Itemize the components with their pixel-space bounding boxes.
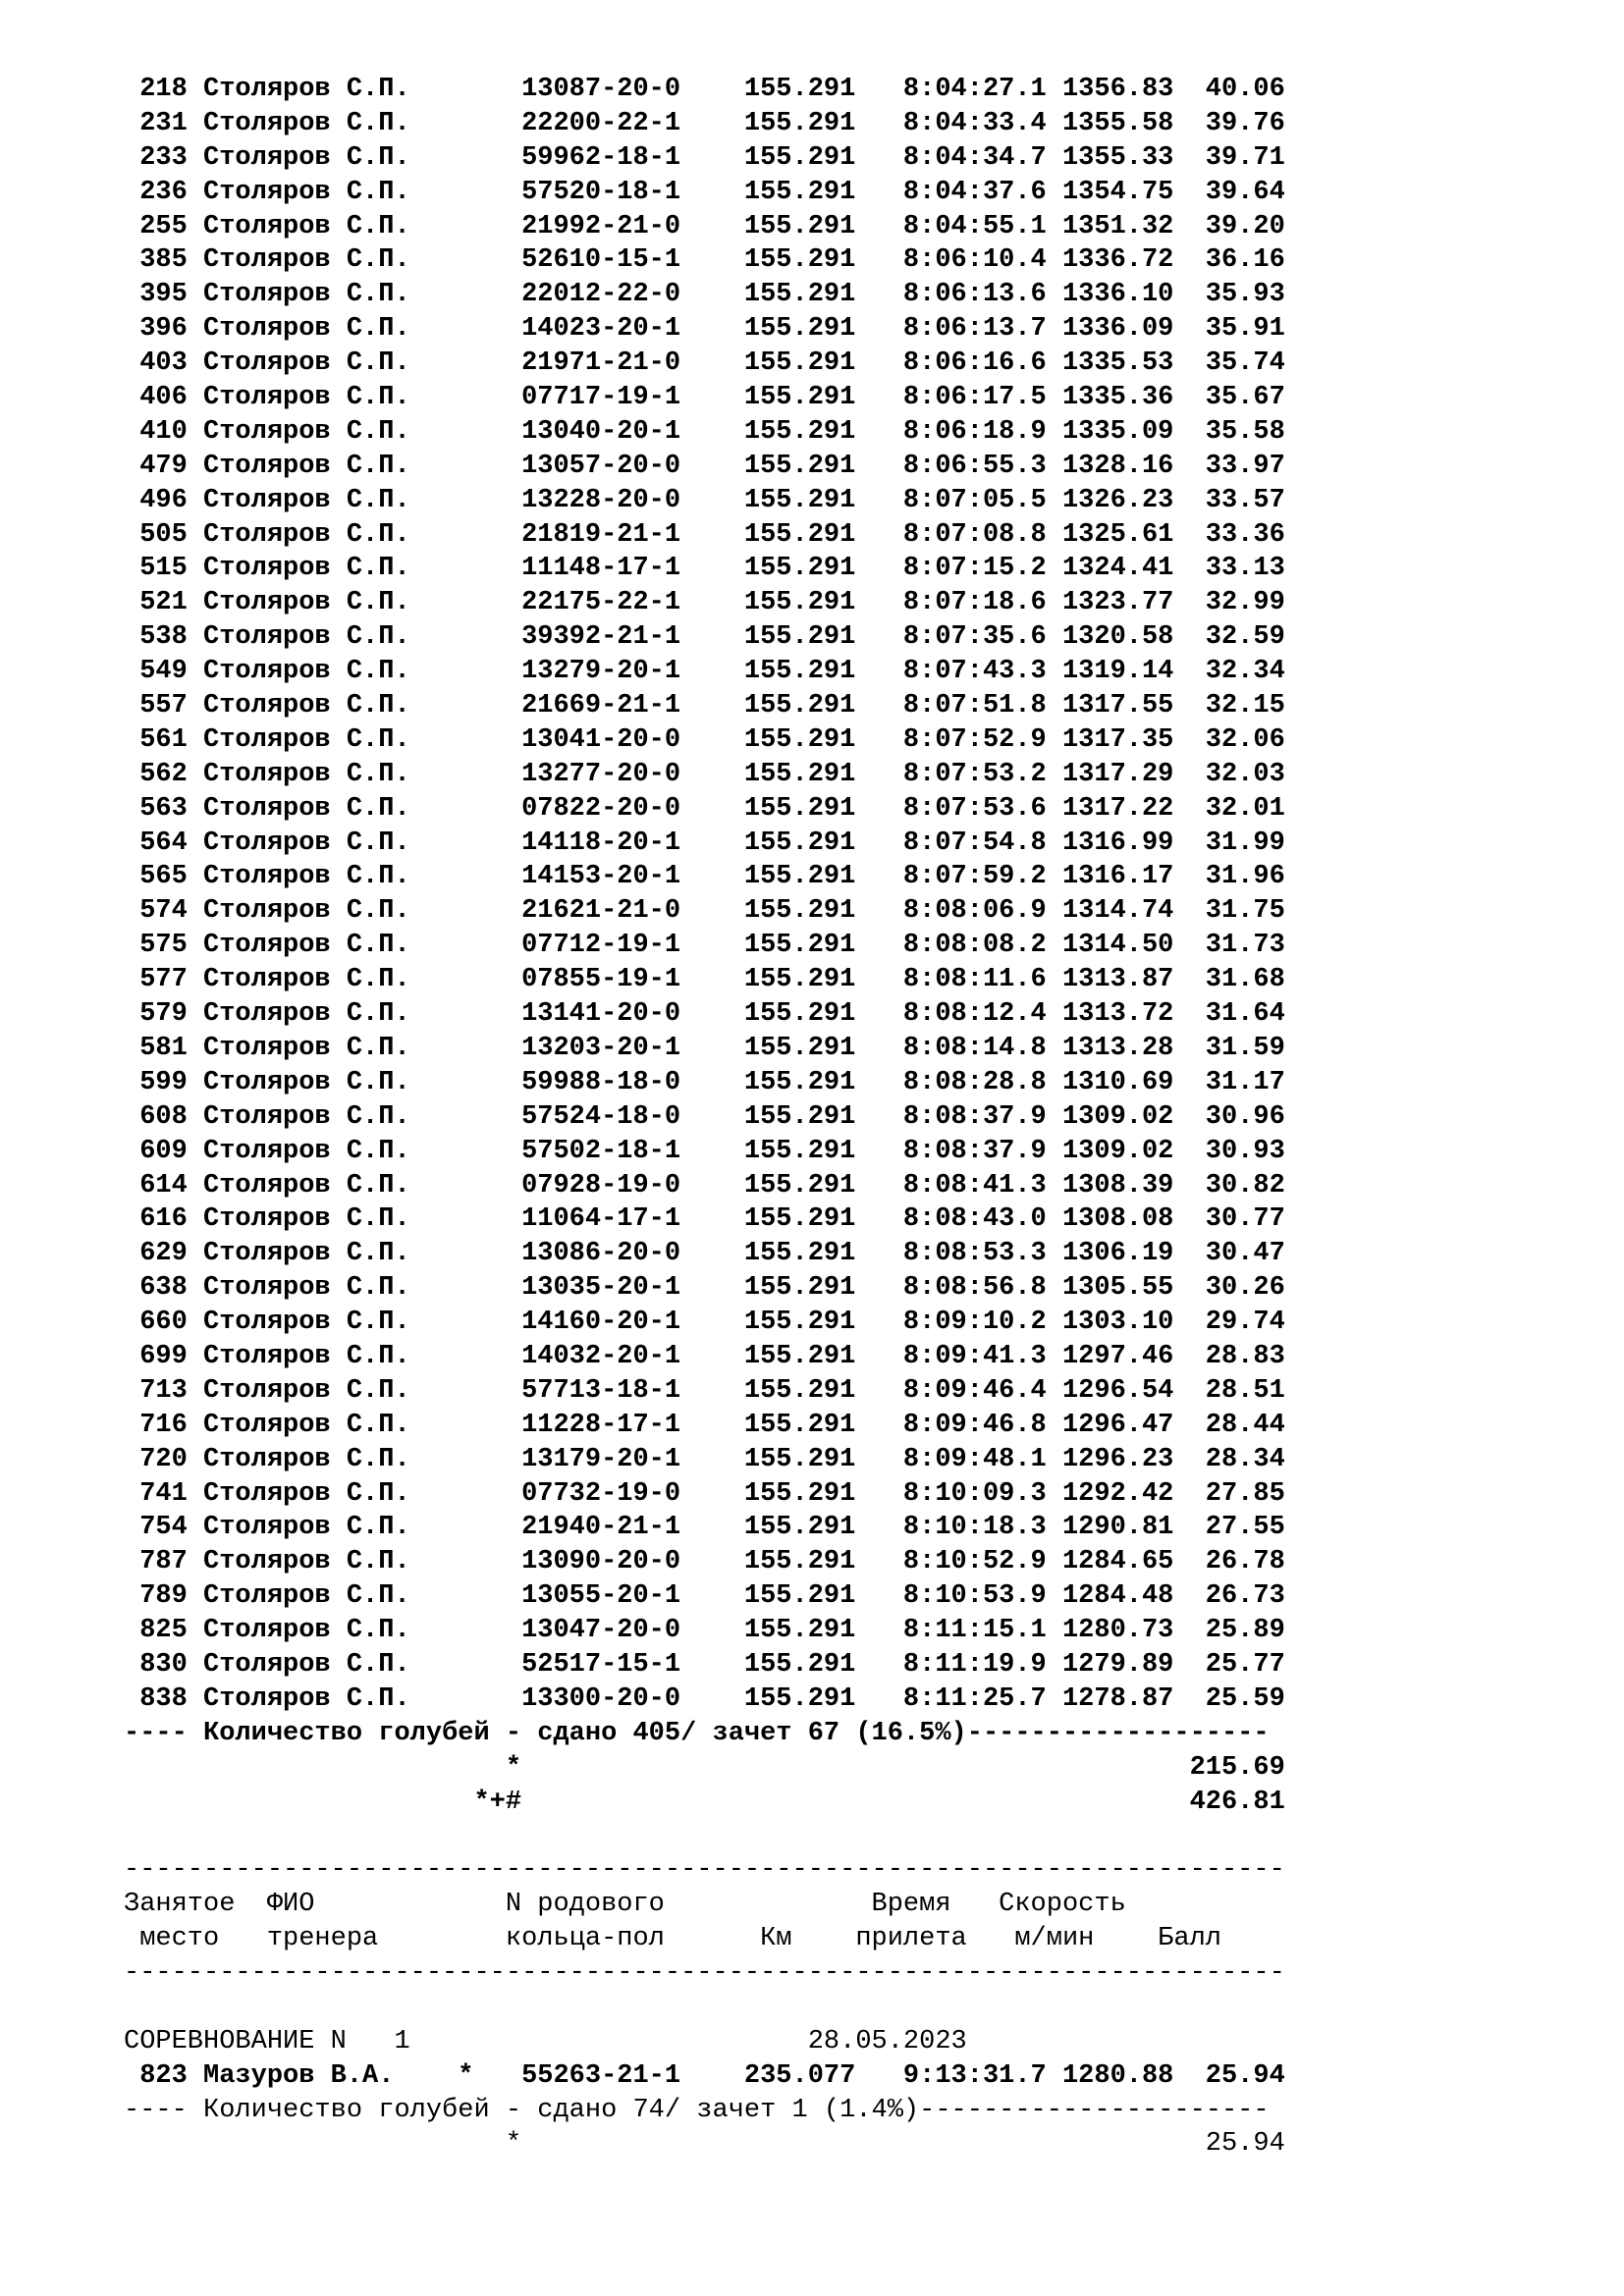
total-row: * 215.69 — [124, 1752, 1285, 1783]
result-row: 549 Столяров С.П. 13279-20-1 155.291 8:07:43.3 1319.14 32.34 — [124, 657, 1285, 687]
header-line: Занятое ФИО N родового Время Скорость — [124, 1890, 1126, 1920]
result-row: 255 Столяров С.П. 21992-21-0 155.291 8:04:55.1 1351.32 39.20 — [124, 211, 1285, 241]
result-row: 395 Столяров С.П. 22012-22-0 155.291 8:06:13.6 1336.10 35.93 — [124, 280, 1285, 310]
result-row: 505 Столяров С.П. 21819-21-1 155.291 8:07:08.8 1325.61 33.36 — [124, 519, 1285, 550]
result-row: 575 Столяров С.П. 07712-19-1 155.291 8:08:08.2 1314.50 31.73 — [124, 931, 1285, 961]
result-row: 629 Столяров С.П. 13086-20-0 155.291 8:08:53.3 1306.19 30.47 — [124, 1239, 1285, 1269]
result-row: 233 Столяров С.П. 59962-18-1 155.291 8:04:34.7 1355.33 39.71 — [124, 142, 1285, 173]
result-row: 638 Столяров С.П. 13035-20-1 155.291 8:08:56.8 1305.55 30.26 — [124, 1273, 1285, 1304]
result-row: 754 Столяров С.П. 21940-21-1 155.291 8:10:18.3 1290.81 27.55 — [124, 1513, 1285, 1543]
header-divider: ------------------------------------------------------------------------- — [124, 1855, 1285, 1886]
result-row: 564 Столяров С.П. 14118-20-1 155.291 8:07:54.8 1316.99 31.99 — [124, 828, 1285, 858]
result-row: 599 Столяров С.П. 59988-18-0 155.291 8:08:28.8 1310.69 31.17 — [124, 1067, 1285, 1097]
result-row: 574 Столяров С.П. 21621-21-0 155.291 8:08:06.9 1314.74 31.75 — [124, 896, 1285, 927]
result-row: 579 Столяров С.П. 13141-20-0 155.291 8:08:12.4 1313.72 31.64 — [124, 999, 1285, 1030]
spacer — [124, 1819, 1285, 1853]
result-row: 616 Столяров С.П. 11064-17-1 155.291 8:08:43.0 1308.08 30.77 — [124, 1204, 1285, 1235]
summary-line: ---- Количество голубей - сдано 405/ зачет 67 (16.5%)------------------- — [124, 1718, 1270, 1748]
result-row: 577 Столяров С.П. 07855-19-1 155.291 8:08:11.6 1313.87 31.68 — [124, 965, 1285, 995]
result-row: 406 Столяров С.П. 07717-19-1 155.291 8:06:17.5 1335.36 35.67 — [124, 383, 1285, 413]
result-row: 699 Столяров С.П. 14032-20-1 155.291 8:09:41.3 1297.46 28.83 — [124, 1341, 1285, 1371]
competition-title: СОРЕВНОВАНИЕ N 1 28.05.2023 — [124, 2026, 967, 2056]
result-row: 609 Столяров С.П. 57502-18-1 155.291 8:08:37.9 1309.02 30.93 — [124, 1136, 1285, 1166]
result-row: 515 Столяров С.П. 11148-17-1 155.291 8:07:15.2 1324.41 33.13 — [124, 554, 1285, 584]
result-row: 231 Столяров С.П. 22200-22-1 155.291 8:04:33.4 1355.58 39.76 — [124, 108, 1285, 138]
result-row: 562 Столяров С.П. 13277-20-0 155.291 8:07:53.2 1317.29 32.03 — [124, 759, 1285, 789]
result-row: 660 Столяров С.П. 14160-20-1 155.291 8:09:10.2 1303.10 29.74 — [124, 1308, 1285, 1338]
summary-line: ---- Количество голубей - сдано 74/ зачет 1 (1.4%)---------------------- — [124, 2095, 1270, 2125]
result-row: 521 Столяров С.П. 22175-22-1 155.291 8:07:18.6 1323.77 32.99 — [124, 588, 1285, 618]
result-row: 825 Столяров С.П. 13047-20-0 155.291 8:11:15.1 1280.73 25.89 — [124, 1616, 1285, 1646]
result-row: 410 Столяров С.П. 13040-20-1 155.291 8:06:18.9 1335.09 35.58 — [124, 416, 1285, 447]
total-row: *+# 426.81 — [124, 1787, 1285, 1817]
result-row: 557 Столяров С.П. 21669-21-1 155.291 8:07:51.8 1317.55 32.15 — [124, 691, 1285, 721]
result-row: 838 Столяров С.П. 13300-20-0 155.291 8:11:25.7 1278.87 25.59 — [124, 1683, 1285, 1714]
result-row: 218 Столяров С.П. 13087-20-0 155.291 8:04:27.1 1356.83 40.06 — [124, 75, 1285, 104]
result-row: 403 Столяров С.П. 21971-21-0 155.291 8:06:16.6 1335.53 35.74 — [124, 348, 1285, 379]
total-row: * 25.94 — [124, 2129, 1285, 2160]
result-row: 496 Столяров С.П. 13228-20-0 155.291 8:07:05.5 1326.23 33.57 — [124, 485, 1285, 515]
result-row: 614 Столяров С.П. 07928-19-0 155.291 8:08:41.3 1308.39 30.82 — [124, 1170, 1285, 1201]
result-row: 581 Столяров С.П. 13203-20-1 155.291 8:08:14.8 1313.28 31.59 — [124, 1033, 1285, 1063]
result-row: 789 Столяров С.П. 13055-20-1 155.291 8:10:53.9 1284.48 26.73 — [124, 1581, 1285, 1612]
result-row: 713 Столяров С.П. 57713-18-1 155.291 8:09:46.4 1296.54 28.51 — [124, 1375, 1285, 1406]
report-page — [124, 73, 1285, 2162]
result-row: 830 Столяров С.П. 52517-15-1 155.291 8:11:19.9 1279.89 25.77 — [124, 1649, 1285, 1680]
result-row: 538 Столяров С.П. 39392-21-1 155.291 8:07:35.6 1320.58 32.59 — [124, 622, 1285, 653]
result-row: 385 Столяров С.П. 52610-15-1 155.291 8:06:10.4 1336.72 36.16 — [124, 245, 1285, 276]
result-row: 479 Столяров С.П. 13057-20-0 155.291 8:06:55.3 1328.16 33.97 — [124, 451, 1285, 481]
result-row: 823 Мазуров В.А. * 55263-21-1 235.077 9:13:31.7 1280.88 25.94 — [124, 2060, 1285, 2091]
result-row: 565 Столяров С.П. 14153-20-1 155.291 8:07:59.2 1316.17 31.96 — [124, 862, 1285, 892]
header-divider: ------------------------------------------------------------------------- — [124, 1957, 1285, 1988]
result-row: 787 Столяров С.П. 13090-20-0 155.291 8:10:52.9 1284.65 26.78 — [124, 1547, 1285, 1577]
result-row: 236 Столяров С.П. 57520-18-1 155.291 8:04:37.6 1354.75 39.64 — [124, 177, 1285, 207]
result-row: 720 Столяров С.П. 13179-20-1 155.291 8:09:48.1 1296.23 28.34 — [124, 1444, 1285, 1474]
result-row: 608 Столяров С.П. 57524-18-0 155.291 8:08:37.9 1309.02 30.96 — [124, 1101, 1285, 1132]
result-row: 716 Столяров С.П. 11228-17-1 155.291 8:09:46.8 1296.47 28.44 — [124, 1410, 1285, 1440]
result-row: 396 Столяров С.П. 14023-20-1 155.291 8:06:13.7 1336.09 35.91 — [124, 314, 1285, 345]
result-row: 741 Столяров С.П. 07732-19-0 155.291 8:10:09.3 1292.42 27.85 — [124, 1478, 1285, 1509]
result-row: 563 Столяров С.П. 07822-20-0 155.291 8:07:53.6 1317.22 32.01 — [124, 793, 1285, 824]
spacer — [124, 1991, 1285, 2025]
header-line: место тренера кольца-пол Км прилета м/мин Балл — [124, 1924, 1221, 1954]
result-row: 561 Столяров С.П. 13041-20-0 155.291 8:07:52.9 1317.35 32.06 — [124, 724, 1285, 755]
